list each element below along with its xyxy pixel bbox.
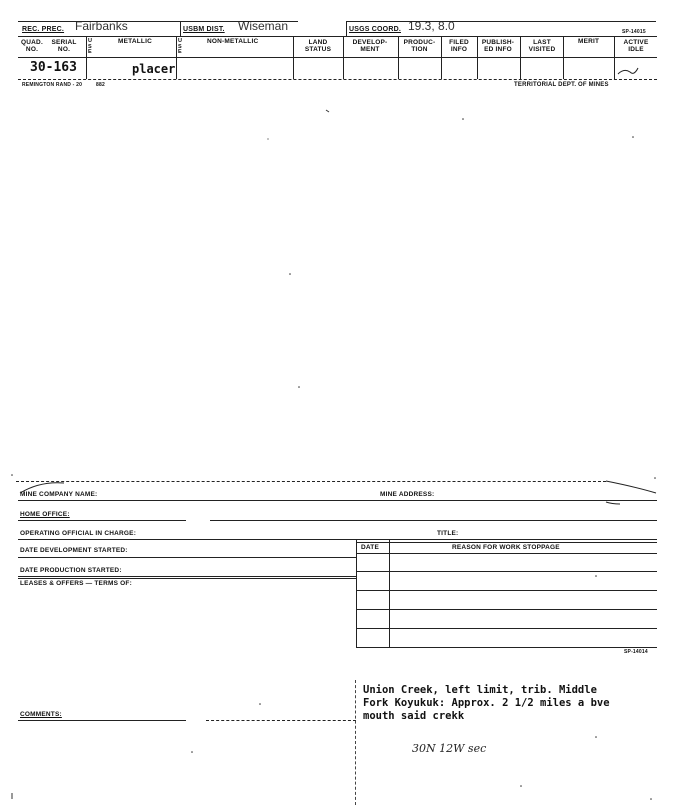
record-number: 30-163 [30,60,77,75]
mine-address-label: MINE ADDRESS: [380,491,435,498]
col-filed-info: FILED INFO [449,39,469,53]
col-development: DEVELOP-MENT [352,39,388,53]
date-production-label: DATE PRODUCTION STARTED: [20,567,122,574]
col-production: PRODUC-TION [403,39,436,53]
rec-prec-label: REC. PREC. [22,26,65,33]
comments-label: COMMENTS: [20,711,62,718]
metallic-value: placer [132,62,176,76]
col-use-1: U S E [88,38,93,55]
mine-company-label: MINE COMPANY NAME: [20,491,98,498]
col-active-idle: ACTIVE IDLE [623,39,649,53]
rec-prec-value: Fairbanks [75,19,128,33]
typed-note-line-3: mouth said crekk [363,710,465,722]
form-code-top: SP-14015 [622,29,646,35]
col-non-metallic: NON-METALLIC [207,38,259,45]
operating-official-label: OPERATING OFFICIAL IN CHARGE: [20,530,137,537]
col-quad-no: QUAD. NO. [21,39,43,53]
handwritten-note: 30N 12W sec [412,742,487,755]
form-code-bottom: SP-14014 [624,649,648,655]
usgs-coord-label: USGS COORD. [349,26,401,33]
printer-code: 882 [96,82,105,88]
home-office-label: HOME OFFICE: [20,511,70,518]
printer-line: REMINGTON RAND - 20 [22,82,83,88]
leases-label: LEASES & OFFERS — TERMS OF: [20,580,132,587]
typed-note-line-2: Fork Koyukuk: Approx. 2 1/2 miles a bve [363,697,610,709]
title-label: TITLE: [437,530,459,537]
col-published-info: PUBLISH-ED INFO [481,39,515,53]
col-merit: MERIT [578,38,600,45]
col-use-2: U S E [178,38,183,55]
typed-note-line-1: Union Creek, left limit, trib. Middle [363,684,597,696]
date-development-label: DATE DEVELOPMENT STARTED: [20,547,128,554]
col-serial-no: SERIAL NO. [51,39,77,53]
stoppage-reason-header: REASON FOR WORK STOPPAGE [452,544,560,551]
usgs-coord-value: 19.3, 8.0 [408,19,455,33]
col-land-status: LAND STATUS [304,39,332,53]
col-last-visited: LAST VISITED [528,39,556,53]
usbm-dist-value: Wiseman [238,19,289,33]
usbm-dist-label: USBM DIST. [183,26,225,33]
col-metallic: METALLIC [118,38,152,45]
stoppage-date-header: DATE [361,544,380,551]
department-name: TERRITORIAL DEPT. OF MINES [514,82,609,88]
